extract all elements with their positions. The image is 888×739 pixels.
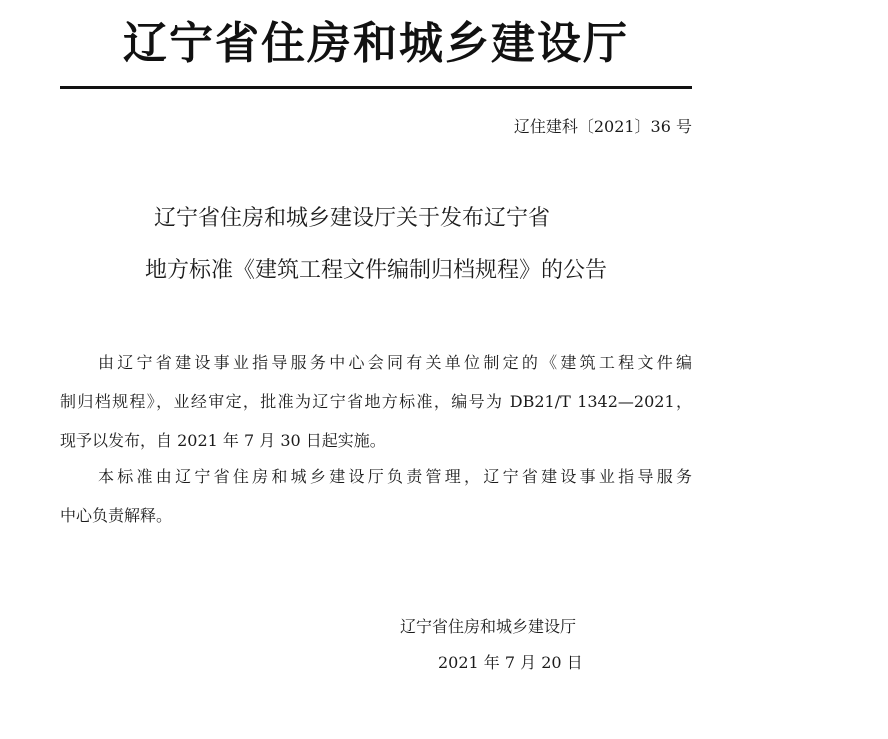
document-number: 辽住建科〔2021〕36 号 — [513, 117, 692, 136]
body-paragraph-2-line-1: 本标准由辽宁省住房和城乡建设厅负责管理，辽宁省建设事业指导服务 — [98, 467, 692, 486]
document-title-line-2: 地方标准《建筑工程文件编制归档规程》的公告 — [144, 258, 607, 283]
body-paragraph-1-line-1: 由辽宁省建设事业指导服务中心会同有关单位制定的《建筑工程文件编 — [98, 353, 692, 372]
signature-organization: 辽宁省住房和城乡建设厅 — [400, 617, 577, 636]
agency-header: 辽宁省住房和城乡建设厅 — [123, 18, 629, 69]
document-title-line-1: 辽宁省住房和城乡建设厅关于发布辽宁省 — [153, 206, 550, 231]
body-paragraph-1-line-2: 制归档规程》，业经审定，批准为辽宁省地方标准，编号为 DB21/T 1342—2021， — [60, 392, 692, 411]
signature-date: 2021 年 7 月 20 日 — [438, 653, 583, 672]
body-paragraph-2-line-2: 中心负责解释。 — [60, 506, 173, 525]
body-paragraph-1-line-3: 现予以发布，自 2021 年 7 月 30 日起实施。 — [60, 431, 386, 450]
header-divider — [60, 86, 692, 89]
